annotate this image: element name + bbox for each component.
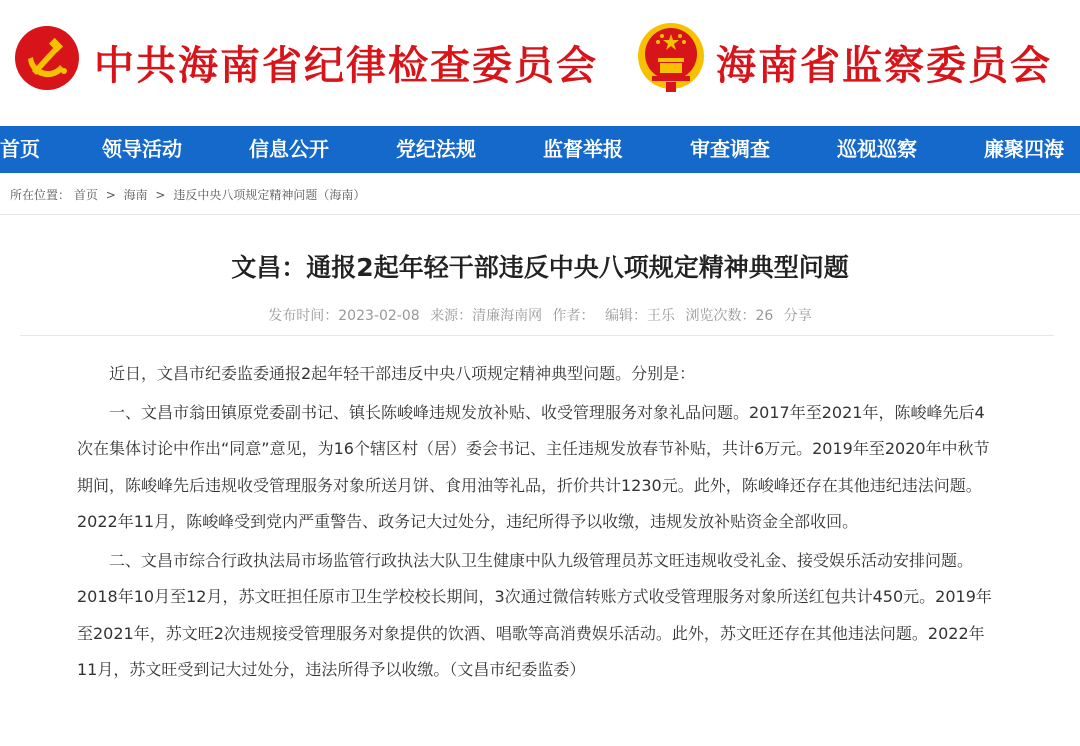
source-value: 清廉海南网 <box>472 308 543 324</box>
national-emblem-icon <box>636 22 706 94</box>
breadcrumb-label: 所在位置： <box>10 188 71 202</box>
site-header <box>0 0 1080 126</box>
publish-label: 发布时间： <box>268 308 339 324</box>
publish-time <box>268 308 419 324</box>
author <box>553 308 595 324</box>
article-paragraph: 一、文昌市翁田镇原党委副书记、镇长陈峻峰违规发放补贴、收受管理服务对象礼品问题。2017年至2021年，陈峻峰先后4次在集体讨论中作出“同意”意见，为16个辖区村（居）委会书记、主任违规发放春节补贴，共计6万元。2019年至2020年中秋节期间，陈峻峰先后违规收受管理服务对象所送月饼、食用油等礼品，折价共计1230元。此外，陈峻峰还存在其他违纪违法问题。2022年11月，陈峻峰受到党内严重警告、政务记大过处分，违纪所得予以收缴，违规发放补贴资金全部收回。 <box>77 402 990 531</box>
editor-value: 王乐 <box>647 308 675 324</box>
source <box>430 308 542 324</box>
breadcrumb-separator: > <box>105 188 116 202</box>
nav-item-integrity[interactable]: 廉聚四海 <box>984 137 1064 161</box>
breadcrumb-home-link[interactable]: 首页 <box>73 188 98 202</box>
share-button[interactable]: 分享 <box>783 308 812 324</box>
breadcrumb-separator: > <box>155 188 166 202</box>
breadcrumb-hainan-link[interactable]: 海南 <box>123 188 148 202</box>
breadcrumb-divider <box>0 214 1080 215</box>
editor-label: 编辑： <box>605 308 647 324</box>
views-label: 浏览次数： <box>685 308 756 324</box>
editor <box>605 308 675 324</box>
nav-item-inspection[interactable]: 巡视巡察 <box>837 137 917 161</box>
views-count: 26 <box>755 308 774 324</box>
party-emblem-icon <box>14 25 80 91</box>
article-meta <box>0 305 1080 325</box>
article-paragraph: 二、文昌市综合行政执法局市场监管行政执法大队卫生健康中队九级管理员苏文旺违规收受礼金、接受娱乐活动安排问题。2018年10月至12月，苏文旺担任原市卫生学校校长期间，3次通过微信转账方式收受管理服务对象所送红包共计450元。2019年至2021年，苏文旺2次违规接受管理服务对象提供的饮酒、唱歌等高消费娱乐活动。此外，苏文旺还存在其他违法问题。2022年11月，苏文旺受到记大过处分，违法所得予以收缴。（文昌市纪委监委） <box>77 550 992 679</box>
meta-divider <box>20 335 1054 336</box>
source-label: 来源： <box>430 308 473 324</box>
article-title: 文昌：通报2起年轻干部违反中央八项规定精神典型问题 <box>231 253 849 282</box>
article-paragraph: 近日，文昌市纪委监委通报2起年轻干部违反中央八项规定精神典型问题。分别是： <box>109 364 696 383</box>
nav-item-regulations[interactable]: 党纪法规 <box>396 137 476 161</box>
nav-item-leadership[interactable]: 领导活动 <box>102 137 182 161</box>
article-body <box>77 356 997 691</box>
main-nav <box>0 126 1080 173</box>
views <box>685 308 773 324</box>
nav-item-info-disclosure[interactable]: 信息公开 <box>249 137 329 161</box>
breadcrumb <box>10 186 365 203</box>
publish-date: 2023-02-08 <box>338 308 420 324</box>
author-label: 作者： <box>552 308 595 324</box>
nav-item-home[interactable]: 首页 <box>0 137 40 161</box>
site-title-right: 海南省监察委员会 <box>716 42 1052 89</box>
nav-item-investigation[interactable]: 审查调查 <box>690 137 770 161</box>
nav-item-report[interactable]: 监督举报 <box>543 137 623 161</box>
breadcrumb-category-link[interactable]: 违反中央八项规定精神问题（海南） <box>173 188 366 202</box>
site-title-left: 中共海南省纪律检查委员会 <box>94 42 598 89</box>
